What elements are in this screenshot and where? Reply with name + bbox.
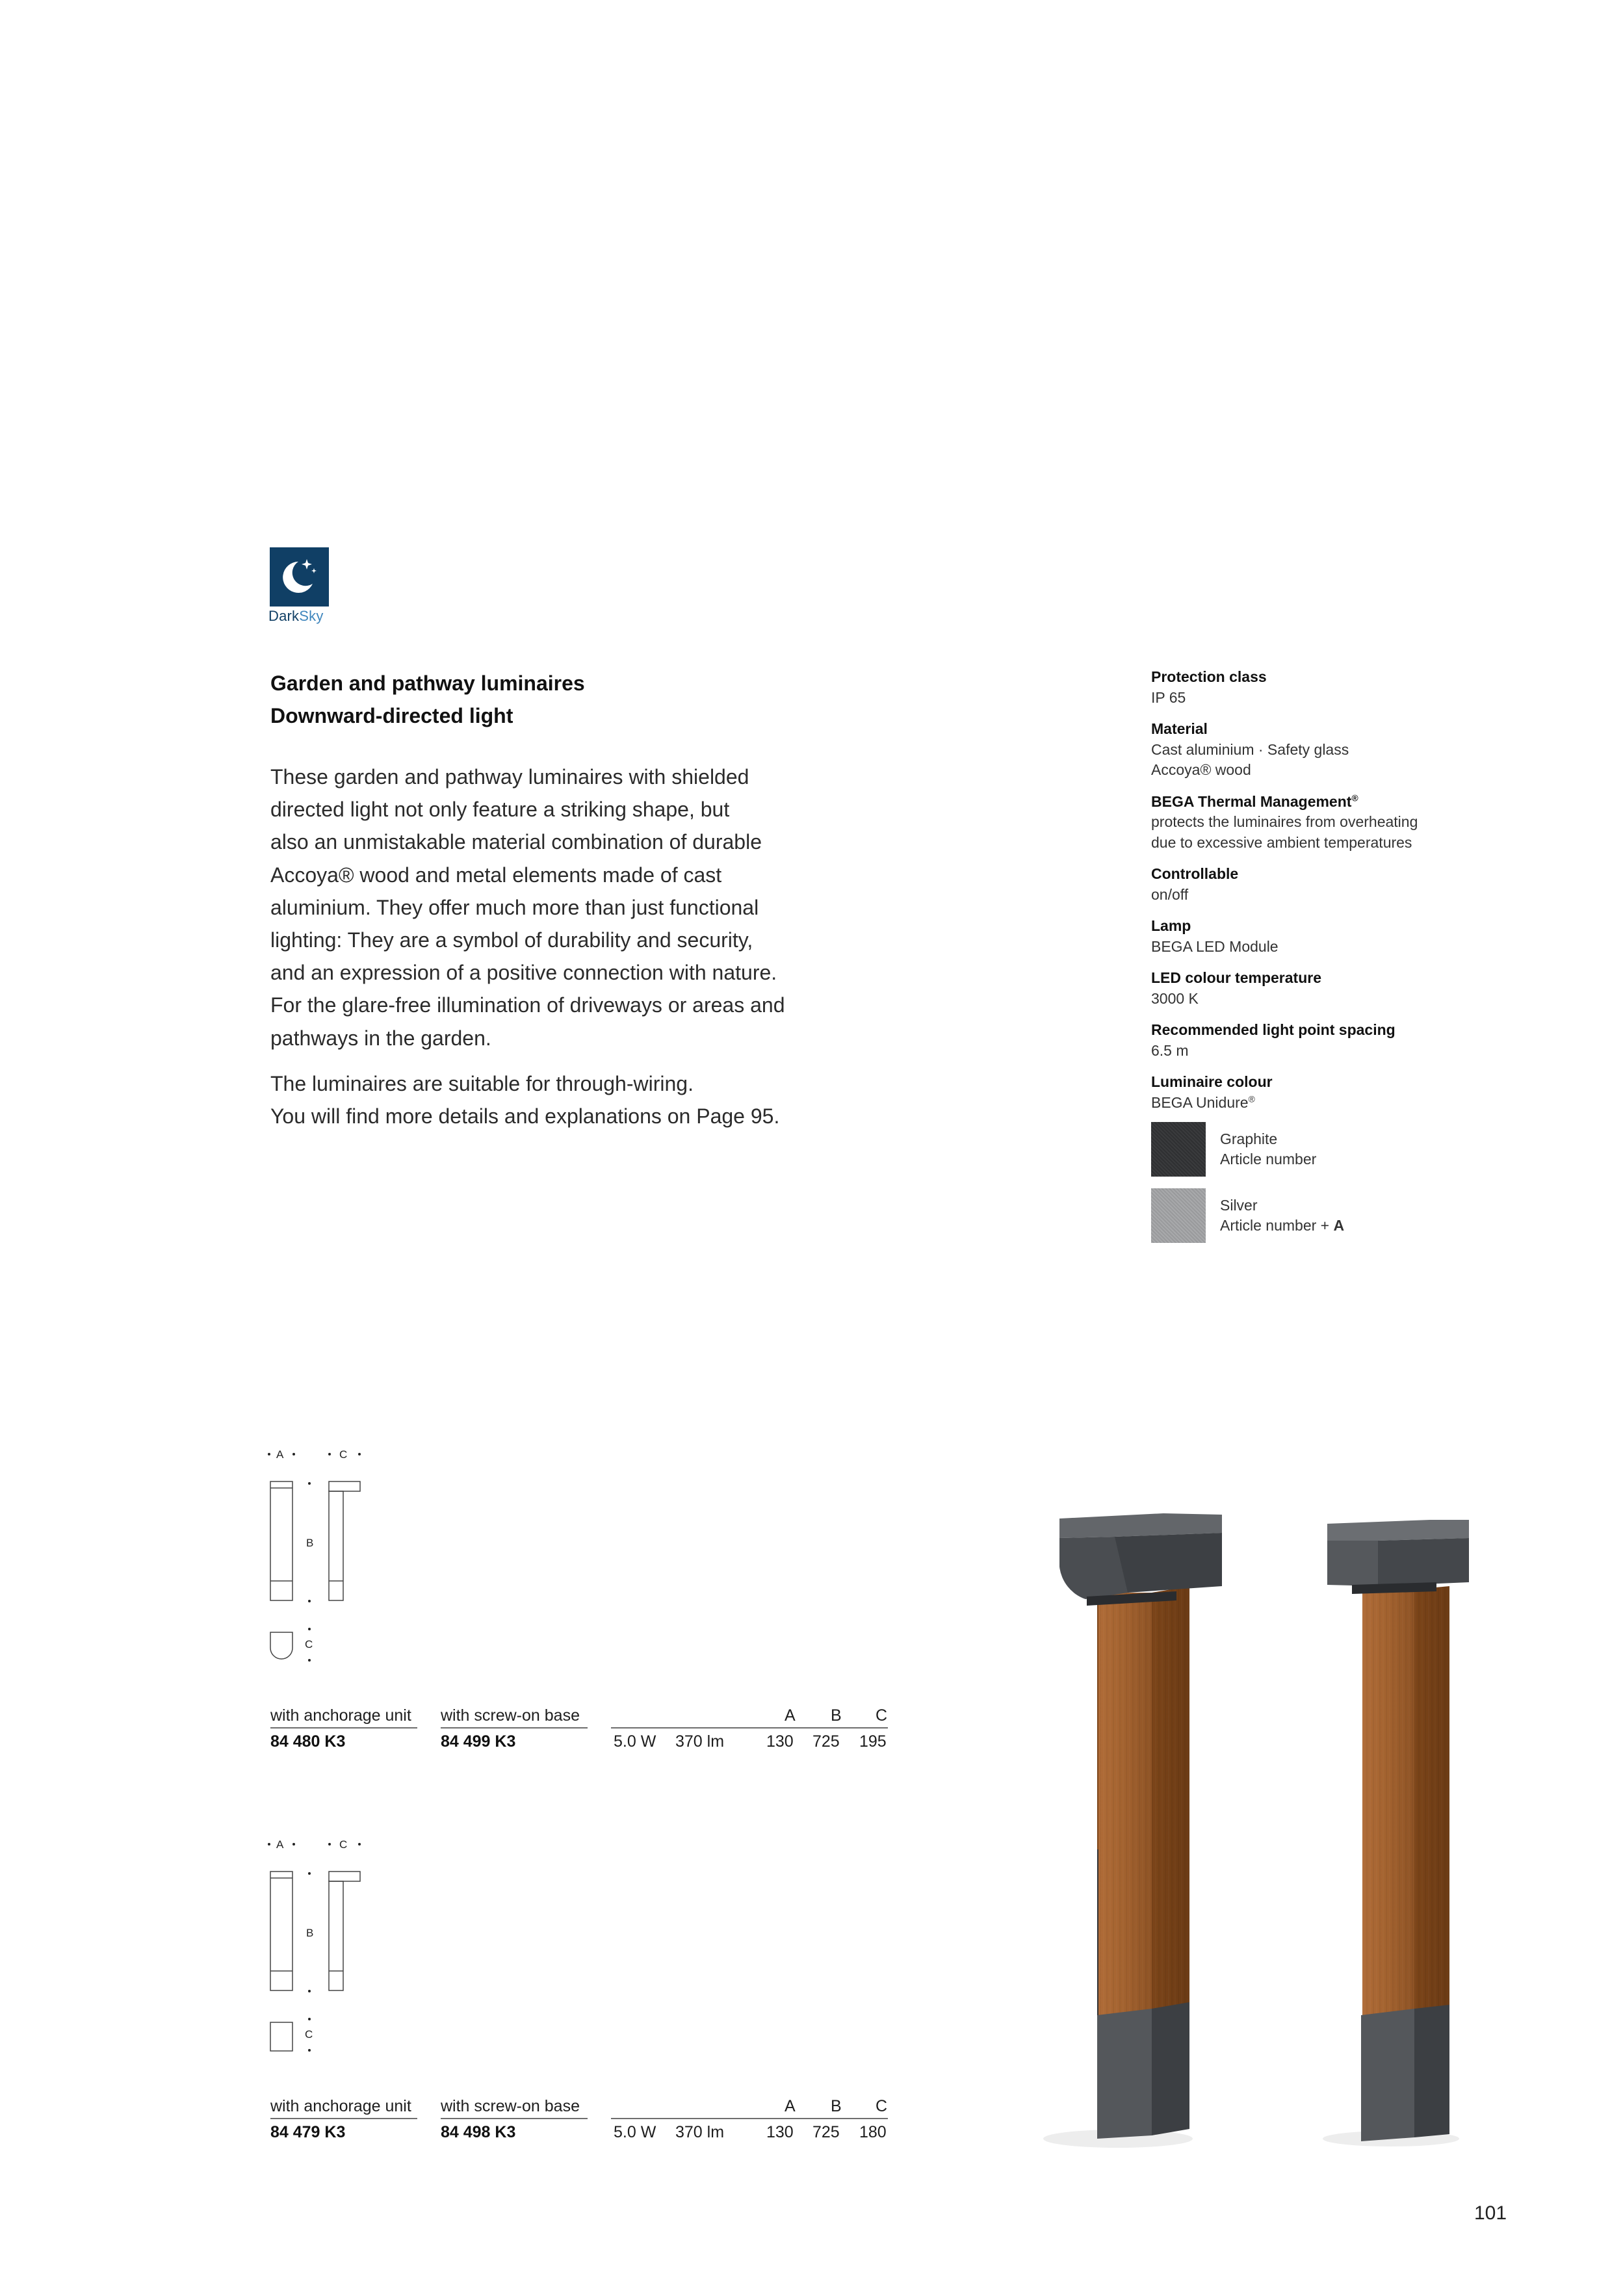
article-number-anchorage: 84 480 K3 [270, 1732, 346, 1751]
spec-protection: Protection class IP 65 [1151, 668, 1267, 706]
graphite-swatch [1151, 1122, 1206, 1177]
colour-option-silver: Silver Article number + A [1151, 1188, 1515, 1243]
dimension-drawing-2 [260, 1830, 390, 2064]
heading-line-1: Garden and pathway luminaires [270, 672, 585, 695]
description-paragraph-2: The luminaires are suitable for through-wiring. You will find more details and explanations on Page 95. [270, 1071, 780, 1128]
spec-luminaire-colour: Luminaire colour BEGA Unidure® [1151, 1073, 1273, 1111]
page-number: 101 [1474, 2202, 1507, 2224]
dim-label-c2: C [305, 1638, 313, 1650]
description-paragraph-1: These garden and pathway luminaires with shielded directed light not only feature a striking shape, but also an unmistakable material combination of durable Accoya® wood and metal elements made of cast aluminium. They offer much more than just functional lighting: They are a symbol of durability and security, and an expression of a positive connection with nature. For the glare-free illumination of driveways or areas and pathways in the garden. [270, 765, 785, 1050]
dim-label-a: A [276, 1448, 284, 1461]
dim-label-a: A [276, 1838, 284, 1851]
silver-swatch [1151, 1188, 1206, 1243]
bollard-rounded [1043, 1513, 1222, 2148]
dim-label-c: C [339, 1838, 348, 1851]
heading-line-2: Downward-directed light [270, 704, 513, 727]
article-number-screw-on: 84 498 K3 [441, 2123, 516, 2141]
dimension-drawing-1 [260, 1440, 390, 1674]
darksky-logo [270, 547, 329, 607]
product-photo-bollards [1014, 1495, 1623, 2158]
dim-label-c2: C [305, 2028, 313, 2041]
specifications [1151, 667, 1515, 1255]
dim-label-b: B [306, 1537, 314, 1549]
spec-material: Material Cast aluminium · Safety glass Accoya® wood [1151, 720, 1349, 778]
article-table-1: with anchorage unit with screw-on base A B C 84 480 K3 84 499 K3 5.0 W 370 lm 130 725 195 [270, 1706, 888, 1751]
dim-label-b: B [306, 1927, 314, 1939]
description-text [270, 761, 855, 1145]
spec-colour-temperature: LED colour temperature 3000 K [1151, 969, 1321, 1007]
spec-thermal: BEGA Thermal Management® protects the luminaires from overheating due to excessive ambient temperatures [1151, 792, 1418, 851]
spec-controllable: Controllable on/off [1151, 865, 1239, 903]
article-number-screw-on: 84 499 K3 [441, 1732, 516, 1751]
section-heading [270, 667, 585, 732]
article-number-anchorage: 84 479 K3 [270, 2123, 346, 2141]
spec-light-point-spacing: Recommended light point spacing 6.5 m [1151, 1021, 1396, 1059]
moon-stars-icon [270, 547, 329, 607]
article-table-2: with anchorage unit with screw-on base A B C 84 479 K3 84 498 K3 5.0 W 370 lm 130 725 180 [270, 2097, 888, 2141]
dim-label-c: C [339, 1448, 348, 1461]
colour-option-graphite: Graphite Article number [1151, 1122, 1515, 1177]
darksky-wordmark: DarkSky [268, 608, 324, 624]
spec-lamp: Lamp BEGA LED Module [1151, 917, 1279, 955]
bollard-square [1323, 1520, 1469, 2146]
